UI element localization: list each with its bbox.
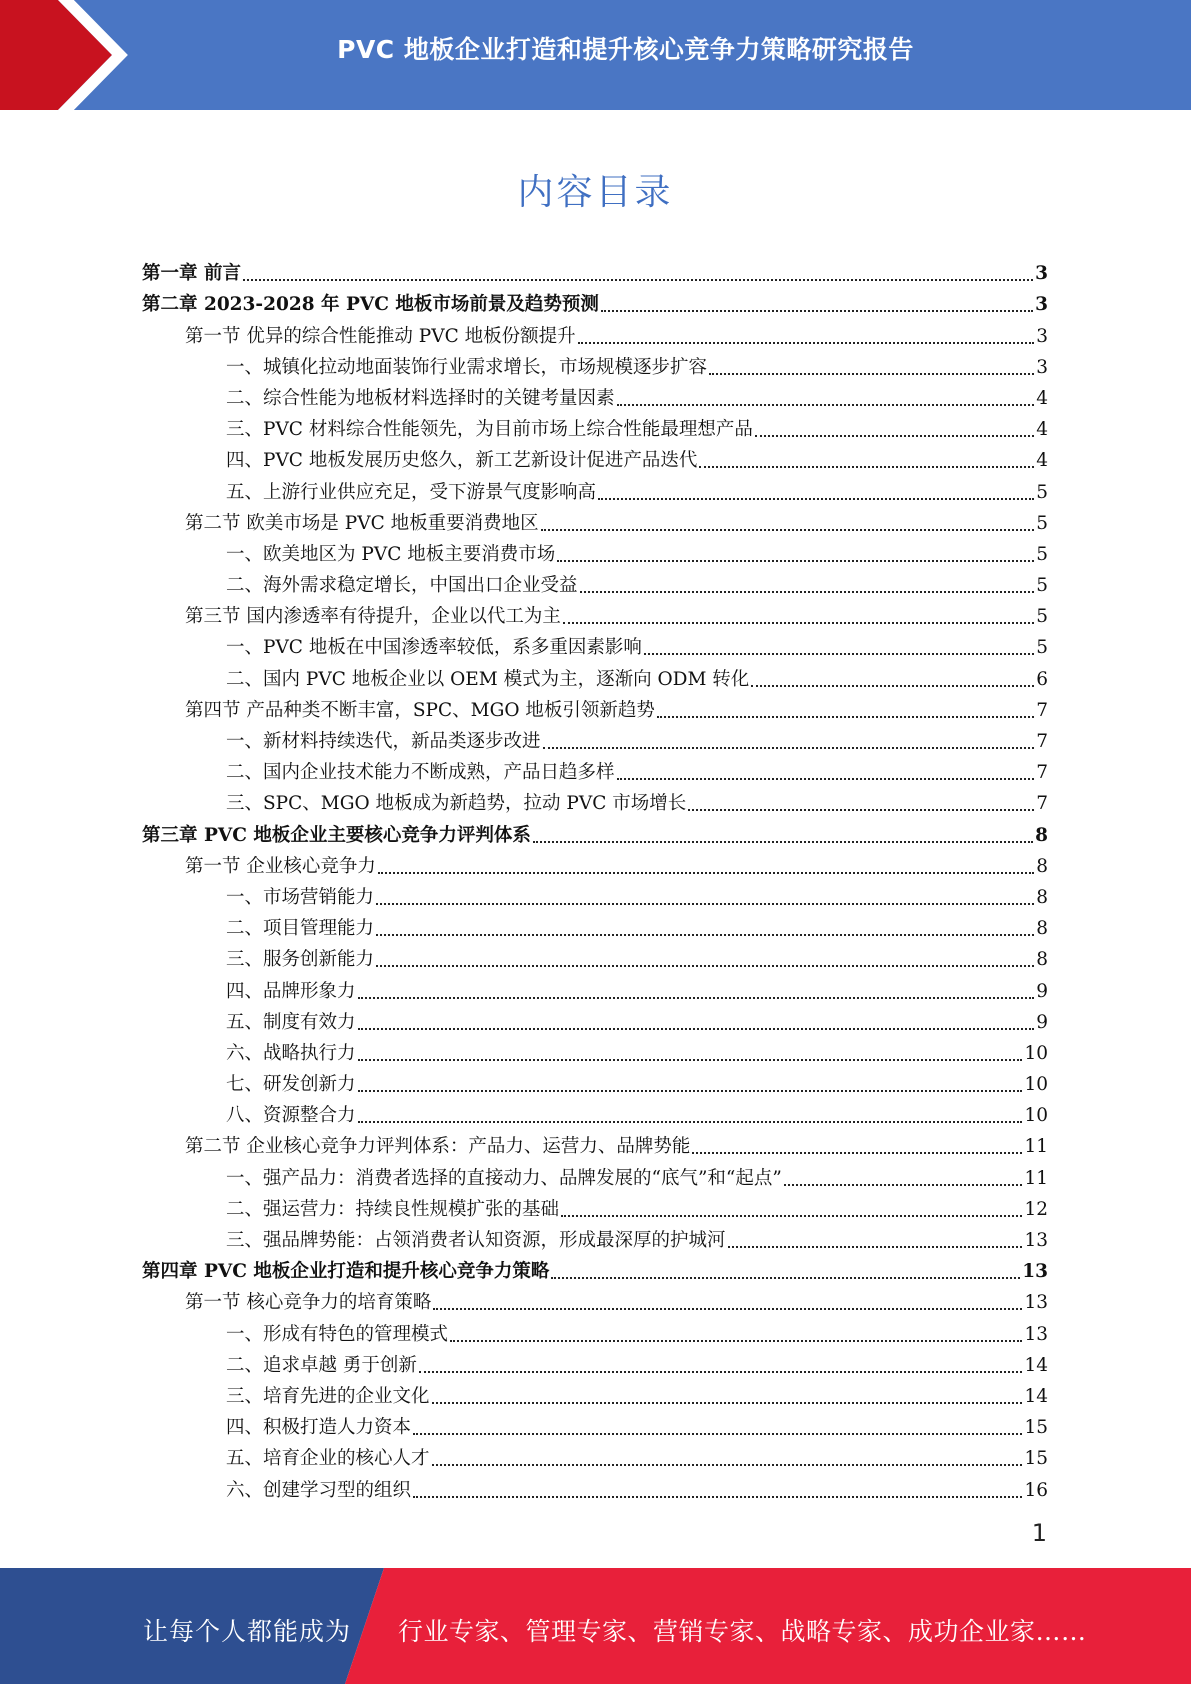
toc-leader-dots: [376, 933, 1034, 936]
toc-entry-page: 7: [1036, 793, 1048, 815]
toc-entry[interactable]: [142, 442, 1048, 473]
footer-slogan-left: 让每个人都能成为: [143, 1617, 352, 1646]
toc-entry-page: 8: [1036, 855, 1048, 877]
toc-leader-dots: [657, 715, 1034, 718]
toc-entry[interactable]: [142, 255, 1048, 286]
toc-leader-dots: [601, 309, 1033, 312]
toc-leader-dots: [784, 1183, 1023, 1186]
toc-entry[interactable]: [142, 754, 1048, 785]
toc-leader-dots: [376, 964, 1034, 967]
toc-leader-dots: [563, 621, 1034, 624]
toc-leader-dots: [580, 590, 1035, 593]
toc-entry-title: 一、形成有特色的管理模式: [226, 1323, 449, 1345]
toc-leader-dots: [243, 278, 1033, 281]
toc-entry-page: 11: [1024, 1136, 1048, 1158]
toc-entry-title: 第三节 国内渗透率有待提升，企业以代工为主: [185, 606, 561, 628]
header-chevron-decoration: [0, 0, 150, 110]
toc-entry-title: 五、上游行业供应充足，受下游景气度影响高: [226, 481, 597, 503]
header-banner: [0, 0, 1191, 110]
toc-leader-dots: [617, 403, 1035, 406]
toc-entry[interactable]: [142, 723, 1048, 754]
toc-entry-page: 5: [1036, 575, 1048, 597]
toc-entry-page: 13: [1022, 1261, 1048, 1283]
toc-entry[interactable]: [142, 1409, 1048, 1440]
toc-entry[interactable]: [142, 505, 1048, 536]
toc-leader-dots: [533, 840, 1033, 843]
toc-entry-page: 9: [1036, 1011, 1048, 1033]
toc-entry-title: 四、PVC 地板发展历史悠久，新工艺新设计促进产品迭代: [226, 450, 698, 472]
toc-entry[interactable]: [142, 1253, 1048, 1284]
toc-leader-dots: [413, 1432, 1022, 1435]
toc-entry-page: 13: [1024, 1230, 1048, 1251]
toc-entry[interactable]: [142, 349, 1048, 380]
toc-entry-page: 4: [1036, 387, 1048, 409]
toc-entry-title: 五、制度有效力: [226, 1011, 356, 1033]
toc-entry-title: 二、海外需求稳定增长，中国出口企业受益: [226, 575, 578, 597]
toc-entry-title: 三、SPC、MGO 地板成为新趋势，拉动 PVC 市场增长: [226, 793, 687, 815]
toc-entry[interactable]: [142, 1222, 1048, 1253]
toc-leader-dots: [561, 1214, 1022, 1217]
footer-slogan-right: 行业专家、管理专家、营销专家、战略专家、成功企业家……: [398, 1617, 1087, 1646]
toc-entry[interactable]: [142, 692, 1048, 723]
toc-entry-page: 4: [1036, 450, 1048, 472]
toc-entry-page: 13: [1024, 1323, 1048, 1345]
toc-entry-title: 第二章 2023-2028 年 PVC 地板市场前景及趋势预测: [142, 294, 599, 316]
toc-entry-title: 第一章 前言: [142, 263, 241, 285]
toc-entry-title: 第四章 PVC 地板企业打造和提升核心竞争力策略: [142, 1261, 550, 1283]
table-of-contents: [142, 255, 1048, 1503]
toc-leader-dots: [688, 808, 1034, 811]
toc-entry-page: 7: [1036, 731, 1048, 752]
toc-leader-dots: [358, 1089, 1023, 1092]
toc-leader-dots: [728, 1245, 1023, 1248]
toc-entry-title: 四、积极打造人力资本: [226, 1417, 412, 1439]
toc-entry[interactable]: [142, 879, 1048, 910]
toc-entry-page: 15: [1024, 1417, 1048, 1439]
toc-entry-page: 5: [1036, 606, 1048, 628]
toc-entry-title: 八、资源整合力: [226, 1105, 356, 1127]
toc-entry-page: 8: [1036, 918, 1048, 940]
toc-entry[interactable]: [142, 567, 1048, 598]
toc-entry[interactable]: [142, 785, 1048, 816]
toc-entry[interactable]: [142, 1284, 1048, 1315]
toc-entry[interactable]: [142, 1066, 1048, 1097]
toc-entry-title: 五、培育企业的核心人才: [226, 1448, 430, 1470]
toc-entry-page: 12: [1024, 1198, 1048, 1220]
toc-entry-title: 七、研发创新力: [226, 1074, 356, 1096]
toc-entry[interactable]: [142, 972, 1048, 1003]
toc-entry[interactable]: [142, 1004, 1048, 1035]
toc-entry-page: 14: [1024, 1385, 1048, 1407]
toc-entry-title: 一、PVC 地板在中国渗透率较低，系多重因素影响: [226, 637, 642, 659]
toc-entry-title: 四、品牌形象力: [226, 980, 356, 1002]
toc-entry-page: 4: [1036, 419, 1048, 441]
toc-leader-dots: [413, 1495, 1022, 1498]
toc-entry[interactable]: [142, 380, 1048, 411]
toc-entry[interactable]: [142, 317, 1048, 348]
toc-leader-dots: [644, 652, 1034, 655]
toc-entry-page: 14: [1024, 1354, 1048, 1376]
toc-entry-page: 3: [1035, 263, 1048, 285]
toc-entry-page: 8: [1036, 886, 1048, 908]
toc-entry-title: 第二节 企业核心竞争力评判体系：产品力、运营力、品牌势能: [185, 1136, 691, 1158]
toc-entry[interactable]: [142, 1315, 1048, 1346]
toc-entry-title: 一、强产品力：消费者选择的直接动力、品牌发展的“底气”和“起点”: [226, 1167, 782, 1189]
toc-entry[interactable]: [142, 536, 1048, 567]
toc-leader-dots: [598, 497, 1034, 500]
toc-entry-title: 三、服务创新能力: [226, 949, 375, 971]
page-number: 1: [1031, 1519, 1047, 1547]
toc-entry-page: 3: [1036, 325, 1048, 347]
toc-leader-dots: [578, 341, 1035, 344]
toc-entry-title: 第二节 欧美市场是 PVC 地板重要消费地区: [185, 512, 539, 534]
toc-leader-dots: [692, 1151, 1022, 1154]
toc-entry[interactable]: [142, 941, 1048, 972]
toc-entry[interactable]: [142, 1097, 1048, 1128]
toc-leader-dots: [378, 871, 1034, 874]
toc-entry-title: 二、追求卓越 勇于创新: [226, 1354, 417, 1376]
toc-entry[interactable]: [142, 1347, 1048, 1378]
toc-entry[interactable]: [142, 848, 1048, 879]
toc-leader-dots: [358, 1027, 1035, 1030]
toc-entry[interactable]: [142, 1440, 1048, 1471]
toc-leader-dots: [358, 1058, 1023, 1061]
toc-leader-dots: [557, 559, 1034, 562]
toc-entry[interactable]: [142, 629, 1048, 660]
toc-entry-title: 二、强运营力：持续良性规模扩张的基础: [226, 1198, 560, 1220]
toc-entry-page: 3: [1036, 356, 1048, 378]
toc-leader-dots: [699, 465, 1034, 468]
toc-leader-dots: [432, 1401, 1023, 1404]
toc-entry[interactable]: [142, 598, 1048, 629]
toc-leader-dots: [755, 434, 1034, 437]
toc-entry[interactable]: [142, 1471, 1048, 1502]
toc-entry-page: 15: [1024, 1448, 1048, 1470]
toc-entry[interactable]: [142, 1035, 1048, 1066]
toc-entry-title: 一、欧美地区为 PVC 地板主要消费市场: [226, 543, 556, 565]
toc-entry-page: 6: [1036, 668, 1048, 690]
toc-entry[interactable]: [142, 411, 1048, 442]
toc-leader-dots: [419, 1370, 1023, 1373]
toc-entry-title: 六、战略执行力: [226, 1042, 356, 1064]
toc-entry-page: 5: [1036, 481, 1048, 503]
toc-leader-dots: [358, 1120, 1023, 1123]
toc-entry-title: 第四节 产品种类不断丰富，SPC、MGO 地板引领新趋势: [185, 699, 655, 721]
toc-entry[interactable]: [142, 660, 1048, 691]
toc-leader-dots: [358, 996, 1035, 999]
toc-entry-title: 第一节 企业核心竞争力: [185, 855, 376, 877]
toc-leader-dots: [551, 1276, 1020, 1279]
toc-entry-title: 第一节 优异的综合性能推动 PVC 地板份额提升: [185, 325, 576, 347]
toc-entry[interactable]: [142, 1128, 1048, 1159]
toc-entry[interactable]: [142, 1378, 1048, 1409]
toc-leader-dots: [751, 684, 1034, 687]
toc-entry-title: 二、项目管理能力: [226, 918, 375, 940]
toc-entry-page: 5: [1036, 512, 1048, 534]
toc-leader-dots: [543, 746, 1035, 749]
toc-entry-title: 三、PVC 材料综合性能领先，为目前市场上综合性能最理想产品: [226, 419, 753, 441]
toc-leader-dots: [376, 902, 1034, 905]
toc-entry-page: 5: [1036, 637, 1048, 659]
toc-entry-page: 8: [1036, 949, 1048, 971]
toc-entry[interactable]: [142, 1191, 1048, 1222]
toc-entry-page: 13: [1024, 1292, 1048, 1314]
toc-entry-page: 7: [1036, 762, 1048, 784]
toc-leader-dots: [432, 1463, 1023, 1466]
toc-entry-page: 10: [1024, 1042, 1048, 1064]
toc-entry-title: 第一节 核心竞争力的培育策略: [185, 1292, 432, 1314]
toc-entry-page: 8: [1035, 824, 1048, 846]
toc-entry-page: 9: [1036, 980, 1048, 1002]
toc-entry[interactable]: [142, 910, 1048, 941]
toc-entry-page: 16: [1024, 1479, 1048, 1501]
toc-entry-title: 第三章 PVC 地板企业主要核心竞争力评判体系: [142, 824, 531, 846]
toc-entry-title: 一、城镇化拉动地面装饰行业需求增长，市场规模逐步扩容: [226, 356, 708, 378]
toc-entry-page: 3: [1035, 294, 1048, 316]
toc-entry-page: 7: [1036, 699, 1048, 721]
toc-leader-dots: [709, 372, 1034, 375]
toc-entry-title: 六、创建学习型的组织: [226, 1479, 412, 1501]
toc-entry-title: 三、强品牌势能：占领消费者认知资源，形成最深厚的护城河: [226, 1230, 726, 1251]
toc-entry-page: 5: [1036, 543, 1048, 565]
toc-entry[interactable]: [142, 816, 1048, 847]
toc-entry-page: 10: [1024, 1105, 1048, 1127]
toc-entry[interactable]: [142, 473, 1048, 504]
toc-leader-dots: [541, 528, 1035, 531]
toc-leader-dots: [450, 1339, 1022, 1342]
toc-entry-title: 一、新材料持续迭代，新品类逐步改进: [226, 731, 541, 752]
toc-entry-title: 三、培育先进的企业文化: [226, 1385, 430, 1407]
toc-entry-title: 二、综合性能为地板材料选择时的关键考量因素: [226, 387, 615, 409]
toc-entry-page: 10: [1024, 1074, 1048, 1096]
page-title: 内容目录: [517, 172, 674, 213]
toc-entry-title: 一、市场营销能力: [226, 886, 375, 908]
toc-leader-dots: [617, 777, 1035, 780]
toc-entry[interactable]: [142, 1159, 1048, 1190]
toc-entry[interactable]: [142, 286, 1048, 317]
toc-entry-page: 11: [1024, 1167, 1048, 1189]
toc-leader-dots: [433, 1307, 1022, 1310]
toc-entry-title: 二、国内企业技术能力不断成熟，产品日趋多样: [226, 762, 615, 784]
report-title: PVC 地板企业打造和提升核心竞争力策略研究报告: [337, 35, 914, 64]
toc-entry-title: 二、国内 PVC 地板企业以 OEM 模式为主，逐渐向 ODM 转化: [226, 668, 750, 690]
